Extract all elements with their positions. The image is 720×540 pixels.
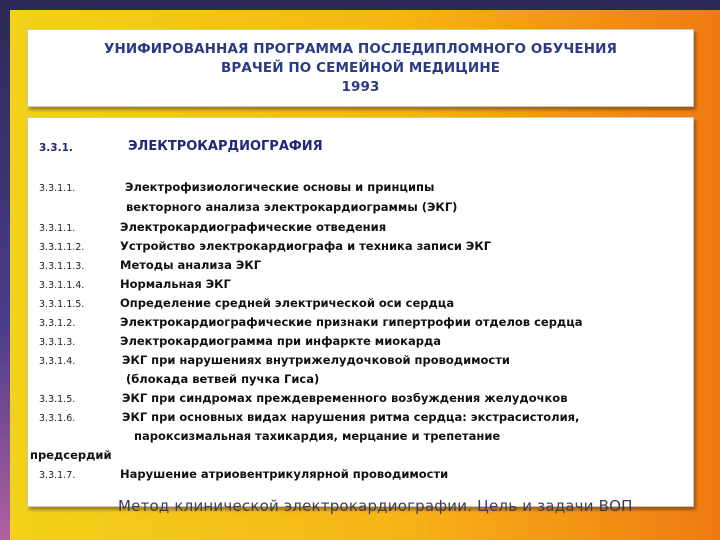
list-item-continuation [28,200,693,220]
list-item [28,220,693,240]
item-text: Устройство электрокардиографа и техника записи ЭКГ [120,239,492,253]
item-code: 3.3.1.1. [39,183,76,194]
item-text: ЭКГ при основных видах нарушения ритма сердца: экстрасистолия, [122,410,580,424]
title-line-2: ВРАЧЕЙ ПО СЕМЕЙНОЙ МЕДИЦИНЕ [220,59,501,76]
item-code: 3.3.1.1.4. [39,280,85,291]
item-code: 3.3.1.1. [39,223,76,234]
list-item-continuation [28,372,693,392]
item-text: Нормальная ЭКГ [120,277,231,291]
item-text-continued: векторного анализа электрокардиограммы (ЭКГ) [126,200,458,214]
title-line-1: УНИФИРОВАННАЯ ПРОГРАММА ПОСЛЕДИПЛОМНОГО ОБУЧЕНИЯ [103,40,618,57]
item-text: Определение средней электрической оси сердца [120,296,455,310]
item-code: 3.3.1.7. [39,470,76,481]
list-item [28,180,693,200]
item-text: Нарушение атриовентрикулярной проводимости [120,467,449,481]
list-item [28,296,693,316]
list-item [28,353,693,373]
item-code: 3.3.1.3. [39,337,76,348]
title-panel [27,29,694,107]
item-text: Электрокардиографические отведения [120,220,387,234]
item-text-continued-2: предсердий [30,448,112,462]
list-item [28,277,693,297]
item-text-continued: (блокада ветвей пучка Гиса) [126,372,320,386]
slide-top-border [0,0,720,10]
item-text: Электрокардиограмма при инфаркте миокарда [120,334,441,348]
item-text: Электрокардиографические признаки гипертрофии отделов сердца [120,315,583,329]
item-code: 3.3.1.5. [39,394,76,405]
item-text-continued: пароксизмальная тахикардия, мерцание и трепетание [134,429,501,443]
content-panel [27,117,694,507]
list-item [28,239,693,259]
item-text: Методы анализа ЭКГ [120,258,262,272]
item-text: ЭКГ при синдромах преждевременного возбуждения желудочков [122,391,568,405]
item-text: Электрофизиологические основы и принципы [125,180,435,194]
list-item-continuation [28,429,693,449]
list-item-continuation [28,448,693,468]
list-item [28,334,693,354]
item-code: 3.3.1.6. [39,413,76,424]
list-item [28,258,693,278]
list-item [28,467,693,487]
item-code: 3.3.1.1.3. [39,261,85,272]
item-code: 3.3.1.1.5. [39,299,85,310]
item-code: 3.3.1.4. [39,356,76,367]
list-item [28,410,693,430]
section-title: ЭЛЕКТРОКАРДИОГРАФИЯ [128,139,323,154]
slide-left-border [0,0,10,540]
list-item [28,391,693,411]
section-code: 3.3.1. [39,142,73,154]
item-code: 3.3.1.2. [39,318,76,329]
item-code: 3.3.1.1.2. [39,242,85,253]
title-year: 1993 [341,78,380,95]
item-text: ЭКГ при нарушениях внутрижелудочковой проводимости [122,353,510,367]
slide-footer-caption: Метод клинической электрокардиографии. Цель и задачи ВОП [118,497,633,515]
list-item [28,315,693,335]
